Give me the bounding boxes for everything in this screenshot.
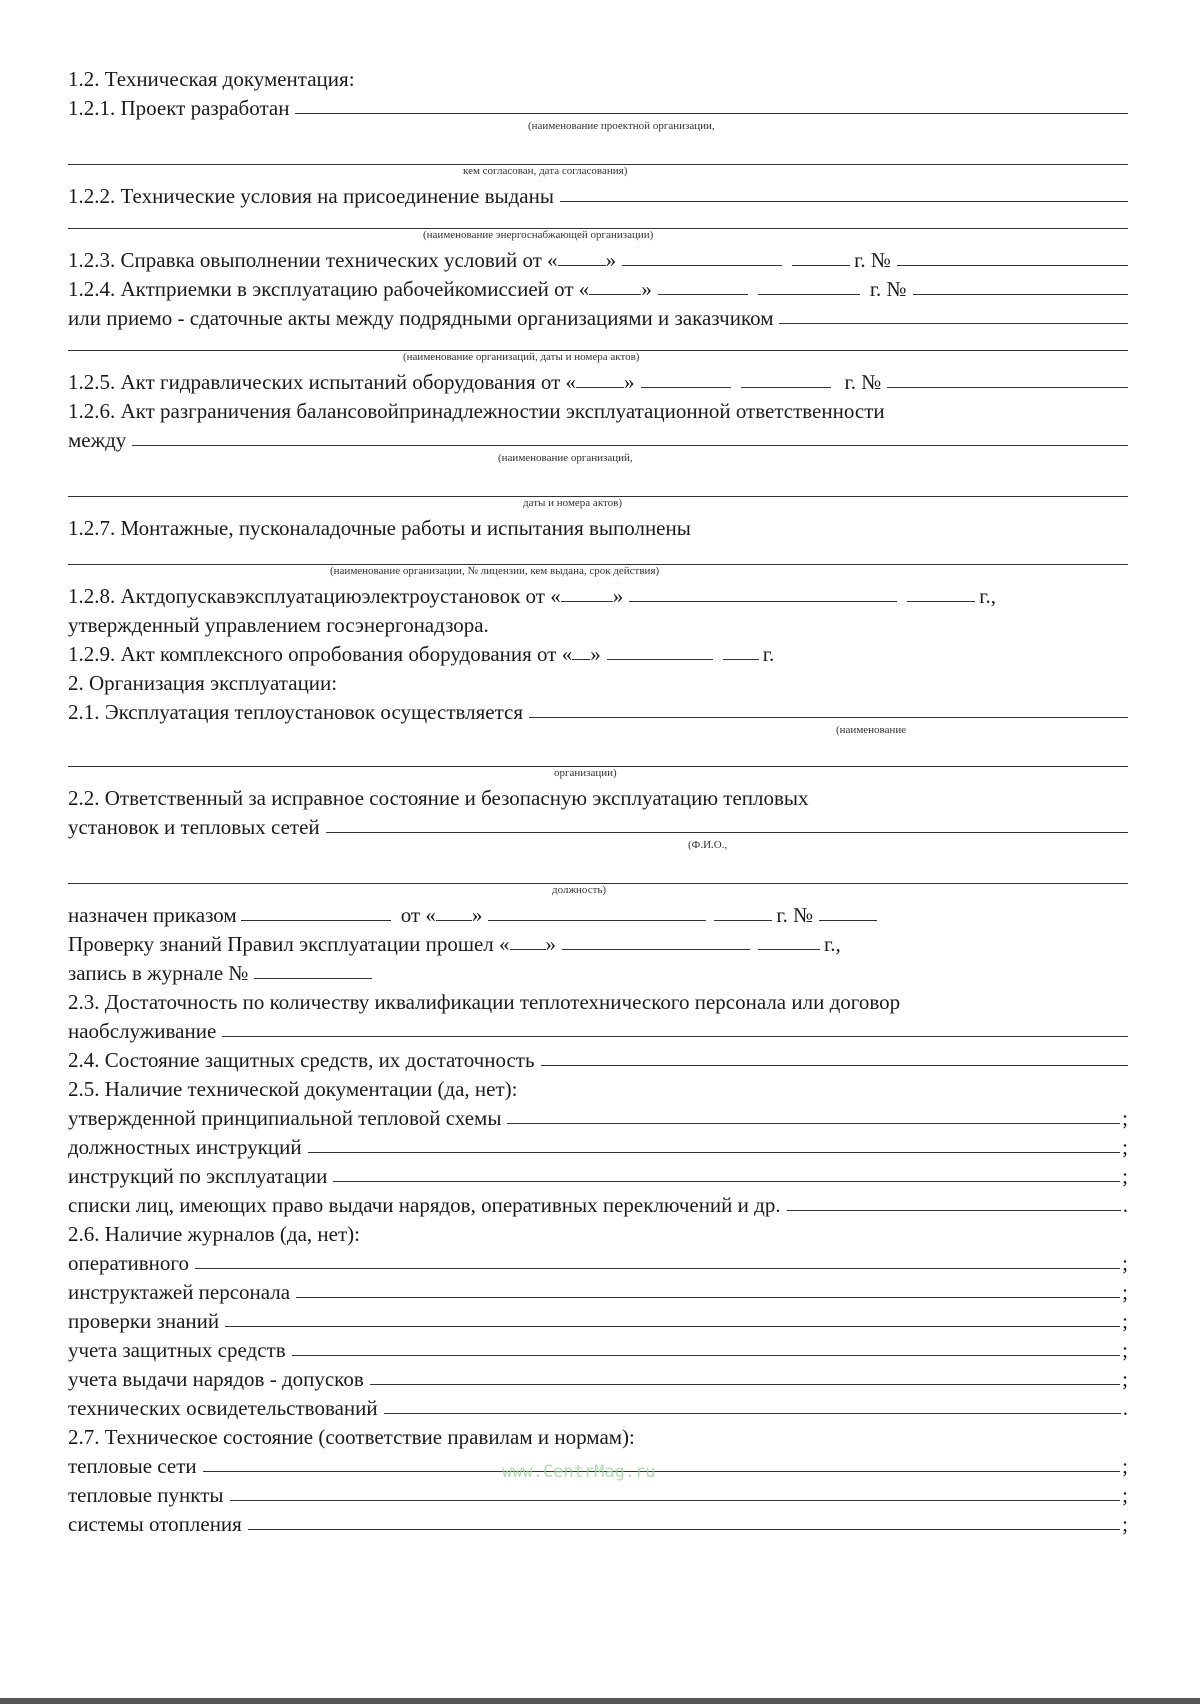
order-blank[interactable] (241, 920, 391, 921)
field-hint: организации) (554, 767, 617, 779)
day-blank[interactable] (558, 265, 606, 266)
tech-conditions-blank[interactable] (560, 201, 1128, 202)
heat-scheme-blank[interactable] (507, 1123, 1120, 1124)
handover-acts-blank[interactable] (779, 323, 1128, 324)
field-label: или приемо - сдаточные акты между подрядными организациями и заказчиком (68, 306, 774, 330)
field-demarcation-between (68, 423, 1128, 452)
year-blank[interactable] (758, 949, 820, 950)
day-blank[interactable] (510, 949, 546, 950)
field-label: установок и тепловых сетей (68, 815, 320, 839)
section-2-7-heading (68, 1420, 1128, 1449)
tech-conditions-blank-2[interactable] (68, 208, 1128, 229)
demarcation-blank-2[interactable] (68, 474, 1128, 497)
journal-inspections-blank[interactable] (384, 1413, 1121, 1414)
field-label: 1.2.2. Технические условия на присоединение выданы (68, 184, 554, 208)
section-2-5-heading (68, 1072, 1128, 1101)
day-blank[interactable] (561, 601, 613, 602)
admission-act-approval: утвержденный управлением госэнергонадзора. (68, 613, 489, 637)
section-heading: 2.5. Наличие технической документации (да, нет): (68, 1077, 518, 1101)
journal-protective-blank[interactable] (292, 1355, 1121, 1356)
field-label: 1.2.7. Монтажные, пусконаладочные работы и испытания выполнены (68, 516, 691, 540)
job-instructions-blank[interactable] (308, 1152, 1121, 1153)
form-content (68, 62, 1128, 1536)
operation-by-blank-2[interactable] (68, 744, 1128, 767)
responsible-blank-2[interactable] (68, 861, 1128, 884)
year-blank[interactable] (741, 387, 831, 388)
field-hint: (наименование организаций, (498, 452, 633, 464)
field-responsible-name (68, 810, 1128, 839)
number-blank[interactable] (897, 265, 1128, 266)
journal-permits-blank[interactable] (370, 1384, 1120, 1385)
year-blank[interactable] (758, 294, 860, 295)
field-heat-networks: тепловые сети ; (68, 1454, 1128, 1478)
field-job-instructions: должностных инструкций ; (68, 1135, 1128, 1159)
field-hint: (наименование (836, 724, 907, 736)
demarcation-blank[interactable] (132, 445, 1128, 446)
field-journal-inspections: технических освидетельствований . (68, 1396, 1128, 1420)
journal-knowledge-blank[interactable] (225, 1326, 1120, 1327)
field-hint: (наименование энергоснабжающей организации) (423, 229, 654, 241)
field-label: между (68, 428, 127, 452)
field-handover-acts (68, 301, 1128, 330)
field-certificate: 1.2.3. Справка овыполнении технических условий от « » г. № (68, 243, 1128, 272)
year-blank[interactable] (723, 659, 759, 660)
field-hint: (наименование проектной организации, (528, 120, 715, 132)
operation-instructions-blank[interactable] (333, 1181, 1120, 1182)
field-hint: кем согласован, дата согласования) (463, 165, 628, 177)
field-journal-briefings: инструктажей персонала ; (68, 1280, 1128, 1304)
field-label: 2.2. Ответственный за исправное состояние и безопасную эксплуатацию тепловых (68, 786, 809, 810)
operation-by-blank[interactable] (529, 717, 1128, 718)
journal-briefings-blank[interactable] (296, 1297, 1120, 1298)
field-label: 1.2.6. Акт разграничения балансовойпринадлежностии эксплуатационной ответственности (68, 399, 885, 423)
field-label: запись в журнале № (68, 961, 249, 985)
field-knowledge-test: Проверку знаний Правил эксплуатации прошел « » г., (68, 932, 841, 956)
field-hydraulic-test: 1.2.5. Акт гидравлических испытаний оборудования от « » г. № (68, 365, 1128, 394)
year-blank[interactable] (792, 265, 850, 266)
project-developer-blank[interactable] (295, 113, 1128, 114)
section-heading: 1.2. Техническая документация: (68, 67, 355, 91)
journal-operational-blank[interactable] (195, 1268, 1120, 1269)
service-contract-blank[interactable] (222, 1036, 1128, 1037)
heat-points-blank[interactable] (230, 1500, 1121, 1501)
section-1-2-heading (68, 62, 1128, 91)
page-bottom-edge (0, 1698, 1200, 1704)
field-hint: (наименование организации, № лицензии, кем выдана, срок действия) (330, 565, 660, 577)
month-blank[interactable] (607, 659, 713, 660)
heating-systems-blank[interactable] (248, 1529, 1120, 1530)
field-journal-knowledge: проверки знаний ; (68, 1309, 1128, 1333)
field-authorized-persons: списки лиц, имеющих право выдачи нарядов, оперативных переключений и др. . (68, 1193, 1128, 1217)
field-admission-act: 1.2.8. Актдопускавэксплуатациюэлектроустановок от « » г., (68, 584, 996, 608)
field-journal-protective: учета защитных средств ; (68, 1338, 1128, 1362)
field-journal-operational: оперативного ; (68, 1251, 1128, 1275)
field-hint: даты и номера актов) (523, 497, 623, 509)
field-staff-sufficiency (68, 985, 1128, 1014)
number-blank[interactable] (819, 920, 877, 921)
month-blank[interactable] (622, 265, 782, 266)
watermark: www.CentrMag.ru (502, 1462, 656, 1482)
field-responsible (68, 781, 1128, 810)
year-blank[interactable] (907, 601, 975, 602)
section-2-6-heading (68, 1217, 1128, 1246)
month-blank[interactable] (658, 294, 748, 295)
day-blank[interactable] (572, 659, 590, 660)
field-label: 2.4. Состояние защитных средств, их достаточность (68, 1048, 535, 1072)
heat-networks-blank[interactable] (203, 1471, 1121, 1472)
project-developer-blank-2[interactable] (68, 142, 1128, 165)
section-2-heading (68, 666, 1128, 695)
field-label: наобслуживание (68, 1019, 217, 1043)
section-heading: 2. Организация эксплуатации: (68, 671, 338, 695)
month-blank[interactable] (488, 920, 706, 921)
field-label: 2.1. Эксплуатация теплоустановок осуществляется (68, 700, 524, 724)
installation-works-blank[interactable] (68, 544, 1128, 565)
field-heat-scheme: утвержденной принципиальной тепловой схемы ; (68, 1106, 1128, 1130)
field-label: 2.3. Достаточность по количеству иквалификации теплотехнического персонала или договор (68, 990, 901, 1014)
month-blank[interactable] (641, 387, 731, 388)
protective-means-blank[interactable] (541, 1065, 1128, 1066)
day-blank[interactable] (589, 294, 641, 295)
field-tech-conditions (68, 179, 1128, 208)
year-blank[interactable] (714, 920, 772, 921)
field-service-contract (68, 1014, 1128, 1043)
field-operation-instructions: инструкций по эксплуатации ; (68, 1164, 1128, 1188)
journal-number-blank[interactable] (254, 978, 372, 979)
field-hint: (наименование организаций, даты и номера актов) (403, 351, 640, 363)
authorized-persons-blank[interactable] (787, 1210, 1121, 1211)
field-acceptance-act: 1.2.4. Актприемки в эксплуатацию рабочейкомиссией от « » г. № (68, 272, 1128, 301)
handover-acts-blank-2[interactable] (68, 330, 1128, 351)
field-heat-points: тепловые пункты ; (68, 1483, 1128, 1507)
field-protective-means (68, 1043, 1128, 1072)
responsible-blank[interactable] (326, 832, 1128, 833)
section-heading: 2.6. Наличие журналов (да, нет): (68, 1222, 360, 1246)
section-heading: 2.7. Техническое состояние (соответствие правилам и нормам): (68, 1425, 635, 1449)
field-complex-test: 1.2.9. Акт комплексного опробования оборудования от « » г. (68, 642, 775, 666)
month-blank[interactable] (629, 601, 897, 602)
field-journal-entry (68, 956, 1128, 985)
field-installation-works (68, 511, 1128, 540)
field-order: назначен приказом от « » г. № (68, 898, 1128, 927)
number-blank[interactable] (887, 387, 1128, 388)
field-hint: (Ф.И.О., (688, 839, 728, 851)
field-label: 1.2.1. Проект разработан (68, 96, 290, 120)
day-blank[interactable] (436, 920, 472, 921)
day-blank[interactable] (576, 387, 624, 388)
field-project-developer (68, 91, 1128, 120)
field-hint: должность) (552, 884, 607, 896)
field-operation-by (68, 695, 1128, 724)
field-heating-systems: системы отопления ; (68, 1512, 1128, 1536)
month-blank[interactable] (562, 949, 750, 950)
field-journal-permits: учета выдачи нарядов - допусков ; (68, 1367, 1128, 1391)
number-blank[interactable] (913, 294, 1128, 295)
field-demarcation (68, 394, 1128, 423)
